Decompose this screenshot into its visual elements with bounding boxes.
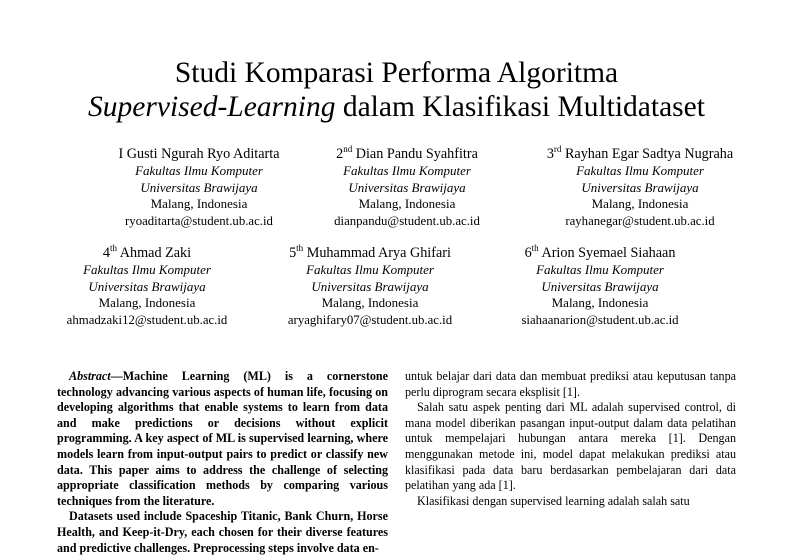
paper-title-line-2: [0, 90, 793, 124]
author-faculty: Fakultas Ilmu Komputer: [306, 262, 434, 277]
body-paragraph-1: untuk belajar dari data dan membuat prediksi atau keputusan tanpa perlu diprogram secara eksplisit [1].: [405, 369, 736, 399]
author-faculty: Fakultas Ilmu Komputer: [343, 163, 471, 178]
author-location: Malang, Indonesia: [358, 196, 456, 211]
author-location: Malang, Indonesia: [98, 295, 196, 310]
author-name: 6th Arion Syemael Siahaan: [524, 243, 676, 261]
author-email: siahaanarion@student.ub.ac.id: [521, 312, 679, 327]
abstract-paragraph-2: Datasets used include Spaceship Titanic, Bank Churn, Horse Health, and Keep-it-Dry, each chosen for their diverse features and predictive challenges. Preprocessing steps involve data en-: [57, 509, 388, 555]
abstract-label: Abstract: [69, 369, 111, 383]
author-block-2: [322, 146, 492, 229]
author-university: Universitas Brawijaya: [140, 179, 258, 195]
body-column-right: [405, 369, 736, 509]
author-email: ryoaditarta@student.ub.ac.id: [125, 213, 273, 228]
abstract-column: [57, 369, 388, 556]
author-email: ahmadzaki12@student.ub.ac.id: [66, 312, 228, 327]
author-block-6: [500, 245, 700, 328]
author-location: Malang, Indonesia: [551, 295, 649, 310]
author-faculty: Fakultas Ilmu Komputer: [135, 163, 263, 178]
author-location: Malang, Indonesia: [591, 196, 689, 211]
body-paragraph-2: Salah satu aspek penting dari ML adalah supervised control, di mana model diberikan pasangan input-output dalam data pelatihan untuk mempelajari hubungan antara mereka [1]. Dengan menggunakan metode ini, model dapat melakukan prediksi atau klasifikasi pada data baru berdasarkan pembelajaran dari data pelatihan yang ada [1].: [405, 400, 736, 493]
author-name: 4th Ahmad Zaki: [102, 243, 192, 261]
author-name: 2nd Dian Pandu Syahfitra: [336, 144, 478, 162]
abstract-paragraph-1: Abstract—Machine Learning (ML) is a cornerstone technology advancing various aspects of human life, focusing on developing algorithms that enable systems to learn from data and make predictions or decisions without explicit programming. A key aspect of ML is supervised learning, where models learn from input-output pairs to predict or classify new data. This paper aims to address the challenge of selecting appropriate classification methods by comparing various techniques from the literature.: [57, 369, 388, 508]
paper-title-line-1: Studi Komparasi Performa Algoritma: [174, 57, 619, 89]
title-rest: dalam Klasifikasi Multidataset: [335, 91, 705, 123]
author-email: dianpandu@student.ub.ac.id: [334, 213, 480, 228]
author-location: Malang, Indonesia: [150, 196, 248, 211]
author-university: Universitas Brawijaya: [581, 179, 699, 195]
author-block-1: [96, 146, 302, 229]
author-block-5: [272, 245, 468, 328]
author-faculty: Fakultas Ilmu Komputer: [83, 262, 211, 277]
author-block-4: [52, 245, 242, 328]
author-name: I Gusti Ngurah Ryo Aditarta: [118, 146, 280, 162]
author-faculty: Fakultas Ilmu Komputer: [536, 262, 664, 277]
author-block-3: [530, 146, 750, 229]
author-location: Malang, Indonesia: [321, 295, 419, 310]
title-italic-term: Supervised-Learning: [88, 91, 336, 123]
author-university: Universitas Brawijaya: [541, 278, 659, 294]
author-email: aryaghifary07@student.ub.ac.id: [287, 312, 453, 327]
author-university: Universitas Brawijaya: [311, 278, 429, 294]
author-university: Universitas Brawijaya: [88, 278, 206, 294]
author-faculty: Fakultas Ilmu Komputer: [576, 163, 704, 178]
body-paragraph-3: Klasifikasi dengan supervised learning adalah salah satu: [417, 493, 690, 508]
author-name: 5th Muhammad Arya Ghifari: [289, 243, 451, 261]
author-name: 3rd Rayhan Egar Sadtya Nugraha: [546, 144, 734, 162]
author-email: rayhanegar@student.ub.ac.id: [565, 213, 715, 228]
author-university: Universitas Brawijaya: [348, 179, 466, 195]
